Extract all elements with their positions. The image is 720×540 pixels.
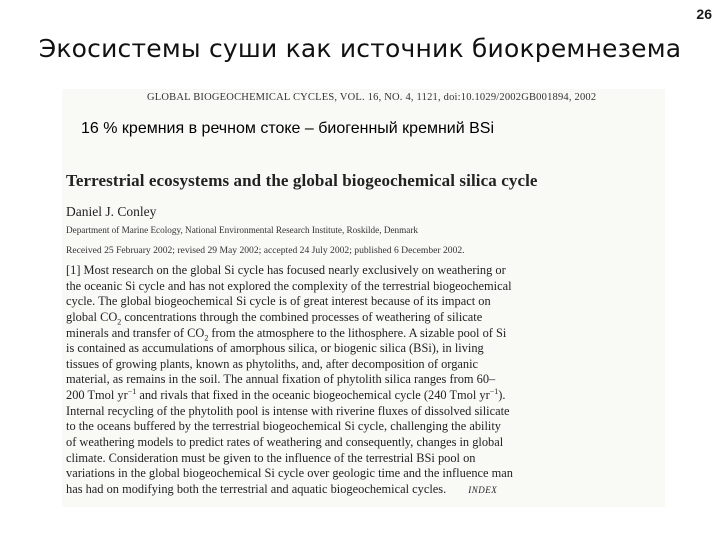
subscript: 2 xyxy=(204,333,209,343)
abstract-text: and rivals that fixed in the oceanic biogeochemical cycle (240 Tmol yr xyxy=(136,388,490,403)
slide-title: Экосистемы суши как источник биокремнезема xyxy=(38,34,682,63)
index-label: INDEX xyxy=(468,484,498,495)
paper-dates: Received 25 February 2002; revised 29 May 2002; accepted 24 July 2002; published 6 December 2002. xyxy=(66,245,465,256)
abstract-line: [1] Most research on the global Si cycle has focused nearly exclusively on weathering or xyxy=(66,263,506,277)
superscript: −1 xyxy=(127,387,137,396)
abstract-line xyxy=(66,482,604,498)
paper-author: Daniel J. Conley xyxy=(66,204,157,219)
abstract-line: material, as remains in the soil. The annual fixation of phytolith silica ranges from 60– xyxy=(66,372,496,387)
abstract-text: ). xyxy=(498,388,506,403)
superscript: −1 xyxy=(489,387,499,396)
abstract-line: to the oceans buffered by the terrestrial biogeochemical Si cycle, challenging the ability xyxy=(66,419,502,434)
abstract-line: the oceanic Si cycle and has not explored the complexity of the terrestrial biogeochemical xyxy=(66,278,512,293)
paper-abstract xyxy=(66,263,604,498)
paper-affiliation: Department of Marine Ecology, National Environmental Research Institute, Roskilde, Denmark xyxy=(66,225,418,235)
abstract-line: of weathering models to predict rates of weathering and consequently, changes in global xyxy=(66,435,504,450)
paper-title: Terrestrial ecosystems and the global biogeochemical silica cycle xyxy=(66,171,538,190)
abstract-line xyxy=(66,326,604,342)
abstract-text: from the atmosphere to the lithosphere. A sizable pool of Si xyxy=(208,325,507,340)
abstract-line: Internal recycling of the phytolith pool is intense with riverine fluxes of dissolved silicate xyxy=(66,403,510,418)
abstract-line: is contained as accumulations of amorphous silica, or biogenic silica (BSi), in living xyxy=(66,341,484,356)
abstract-text: minerals and transfer of CO xyxy=(66,325,205,340)
subscript: 2 xyxy=(117,317,122,327)
abstract-line: variations in the global biogeochemical Si cycle over geologic time and the influence man xyxy=(66,466,513,481)
abstract-line xyxy=(66,388,604,404)
slide-number: 26 xyxy=(696,6,712,22)
abstract-line: cycle. The global biogeochemical Si cycle is of great interest because of its impact on xyxy=(66,294,491,309)
journal-header: GLOBAL BIOGEOCHEMICAL CYCLES, VOL. 16, NO. 4, 1121, doi:10.1029/2002GB001894, 2002 xyxy=(147,92,597,103)
abstract-text: has had on modifying both the terrestrial and aquatic biogeochemical cycles. xyxy=(66,481,447,496)
abstract-text: global CO xyxy=(66,309,118,324)
abstract-line: tissues of growing plants, known as phytoliths, and, after decomposition of organic xyxy=(66,356,479,371)
abstract-text: 200 Tmol yr xyxy=(66,388,128,403)
abstract-text: concentrations through the combined processes of weathering of silicate xyxy=(121,309,483,324)
abstract-line xyxy=(66,310,604,326)
slide-caption: 16 % кремния в речном стоке – биогенный кремний BSi xyxy=(81,120,495,137)
abstract-line: climate. Consideration must be given to the influence of the terrestrial BSi pool on xyxy=(66,450,476,465)
paper-excerpt-image xyxy=(62,89,665,507)
